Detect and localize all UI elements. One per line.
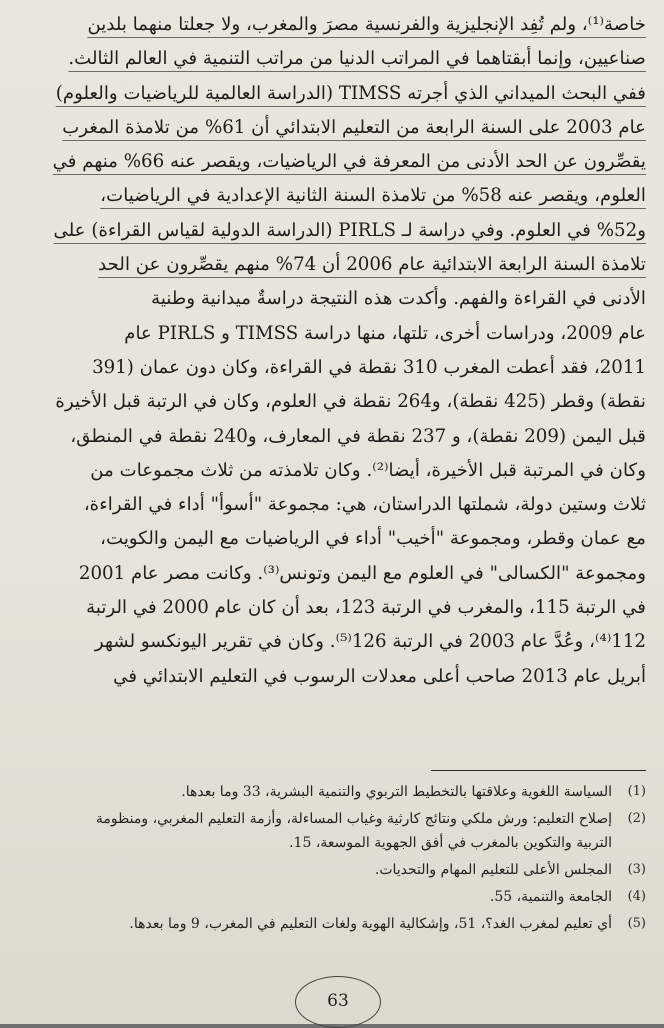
text-line: مع عمان وقطر، ومجموعة "أخيب" أداء في الرياضيات مع اليمن والكويت، <box>100 528 646 550</box>
text-line: وكان في المرتبة قبل الأخيرة، أيضا⁽²⁾. وكان تلامذته من ثلاث مجموعات من <box>90 459 646 481</box>
text-line: خاصة⁽¹⁾، ولم تُفِد الإنجليزية والفرنسية مصرَ والمغرب، ولا جعلتا منهما بلدين <box>87 14 646 35</box>
main-text <box>16 8 646 694</box>
footnote-item <box>26 780 646 804</box>
footnote-item <box>26 885 646 909</box>
footnote-item <box>26 912 646 936</box>
footnote-item <box>26 858 646 882</box>
footnote-text: أي تعليم لمغرب الغد؟، 51، وإشكالية الهوية ولغات التعليم في المغرب، 9 وما بعدها. <box>129 916 612 932</box>
text-line: في الرتبة 115، والمغرب في الرتبة 123، بعد أن كان عام 2000 في الرتبة <box>86 597 646 619</box>
text-line: الأدنى في القراءة والفهم. وأكدت هذه النتيجة دراسةٌ ميدانية وطنية <box>151 288 646 310</box>
footnote-number: (5) <box>627 916 646 931</box>
text-line: صناعيين، وإنما أبقتاهما في المراتب الدنيا من مراتب التنمية في العالم الثالث. <box>68 48 646 70</box>
text-line: ففي البحث الميداني الذي أجرته TIMSS (الدراسة العالمية للرياضيات والعلوم) <box>55 82 646 104</box>
footnotes <box>26 780 646 939</box>
text-line: 112⁽⁴⁾، وعُدَّ عام 2003 في الرتبة 126⁽⁵⁾. وكان في تقرير اليونكسو لشهر <box>94 631 646 653</box>
page-number: 63 <box>327 991 349 1011</box>
footnote-number: (2) <box>627 811 646 826</box>
footnote-text: إصلاح التعليم: ورش ملكي ونتائج كارثية وغياب المساءلة، وأزمة التعليم المغربي، ومنظومة <box>95 811 612 827</box>
text-line: أبريل عام 2013 صاحب أعلى معدلات الرسوب في التعليم الابتدائي في <box>113 665 646 687</box>
text-line: قبل اليمن (209 نقطة)، و 237 نقطة في المعارف، و240 نقطة في المنطق، <box>70 425 646 447</box>
footnote-number: (4) <box>627 889 646 904</box>
text-line: و52% في العلوم. وفي دراسة لـ PIRLS (الدراسة الدولية لقياس القراءة) على <box>53 219 646 241</box>
page-number-oval <box>295 976 381 1028</box>
text-line: نقطة) وقطر (425 نقطة)، و264 نقطة في العلوم، وكان في الرتبة قبل الأخيرة <box>55 391 646 413</box>
footnote-number: (1) <box>627 784 646 799</box>
footnote-text: المجلس الأعلى للتعليم المهام والتحديات. <box>374 862 612 878</box>
footnote-text: الجامعة والتنمية، 55. <box>489 889 612 905</box>
text-line: يقصِّرون عن الحد الأدنى من المعرفة في الرياضيات، ويقصر عنه 66% منهم في <box>52 151 646 173</box>
text-line: ومجموعة "الكسالى" في العلوم مع اليمن وتونس⁽³⁾. وكانت مصر عام 2001 <box>78 562 646 584</box>
text-line: ثلاث وستين دولة، شملتها الدراستان، هي: مجموعة "أسوأ" أداء في القراءة، <box>83 494 646 516</box>
text-line: العلوم، ويقصر عنه 58% من تلامذة السنة الثانية الإعدادية في الرياضيات، <box>100 185 646 207</box>
footnote-separator <box>431 770 646 771</box>
footnote-text: التربية والتكوين بالمغرب في أفق الجهوية الموسعة، 15. <box>289 835 612 851</box>
text-line: عام 2003 على السنة الرابعة من التعليم الابتدائي أن 61% من تلامذة المغرب <box>62 116 646 138</box>
footnote-number: (3) <box>627 862 646 877</box>
text-line: عام 2009، ودراسات أخرى، تلتها، منها دراسة TIMSS و PIRLS عام <box>124 322 646 344</box>
text-line: تلامذة السنة الرابعة الابتدائية عام 2006 أن 74% منهم يقصِّرون عن الحد <box>98 254 646 276</box>
footnote-item <box>26 807 646 855</box>
footnote-text: السياسة اللغوية وعلاقتها بالتخطيط التربوي والتنمية البشرية، 33 وما بعدها. <box>181 784 612 800</box>
text-line: 2011، فقد أعطت المغرب 310 نقطة في القراءة، وكان دون عمان (391 <box>92 356 646 378</box>
